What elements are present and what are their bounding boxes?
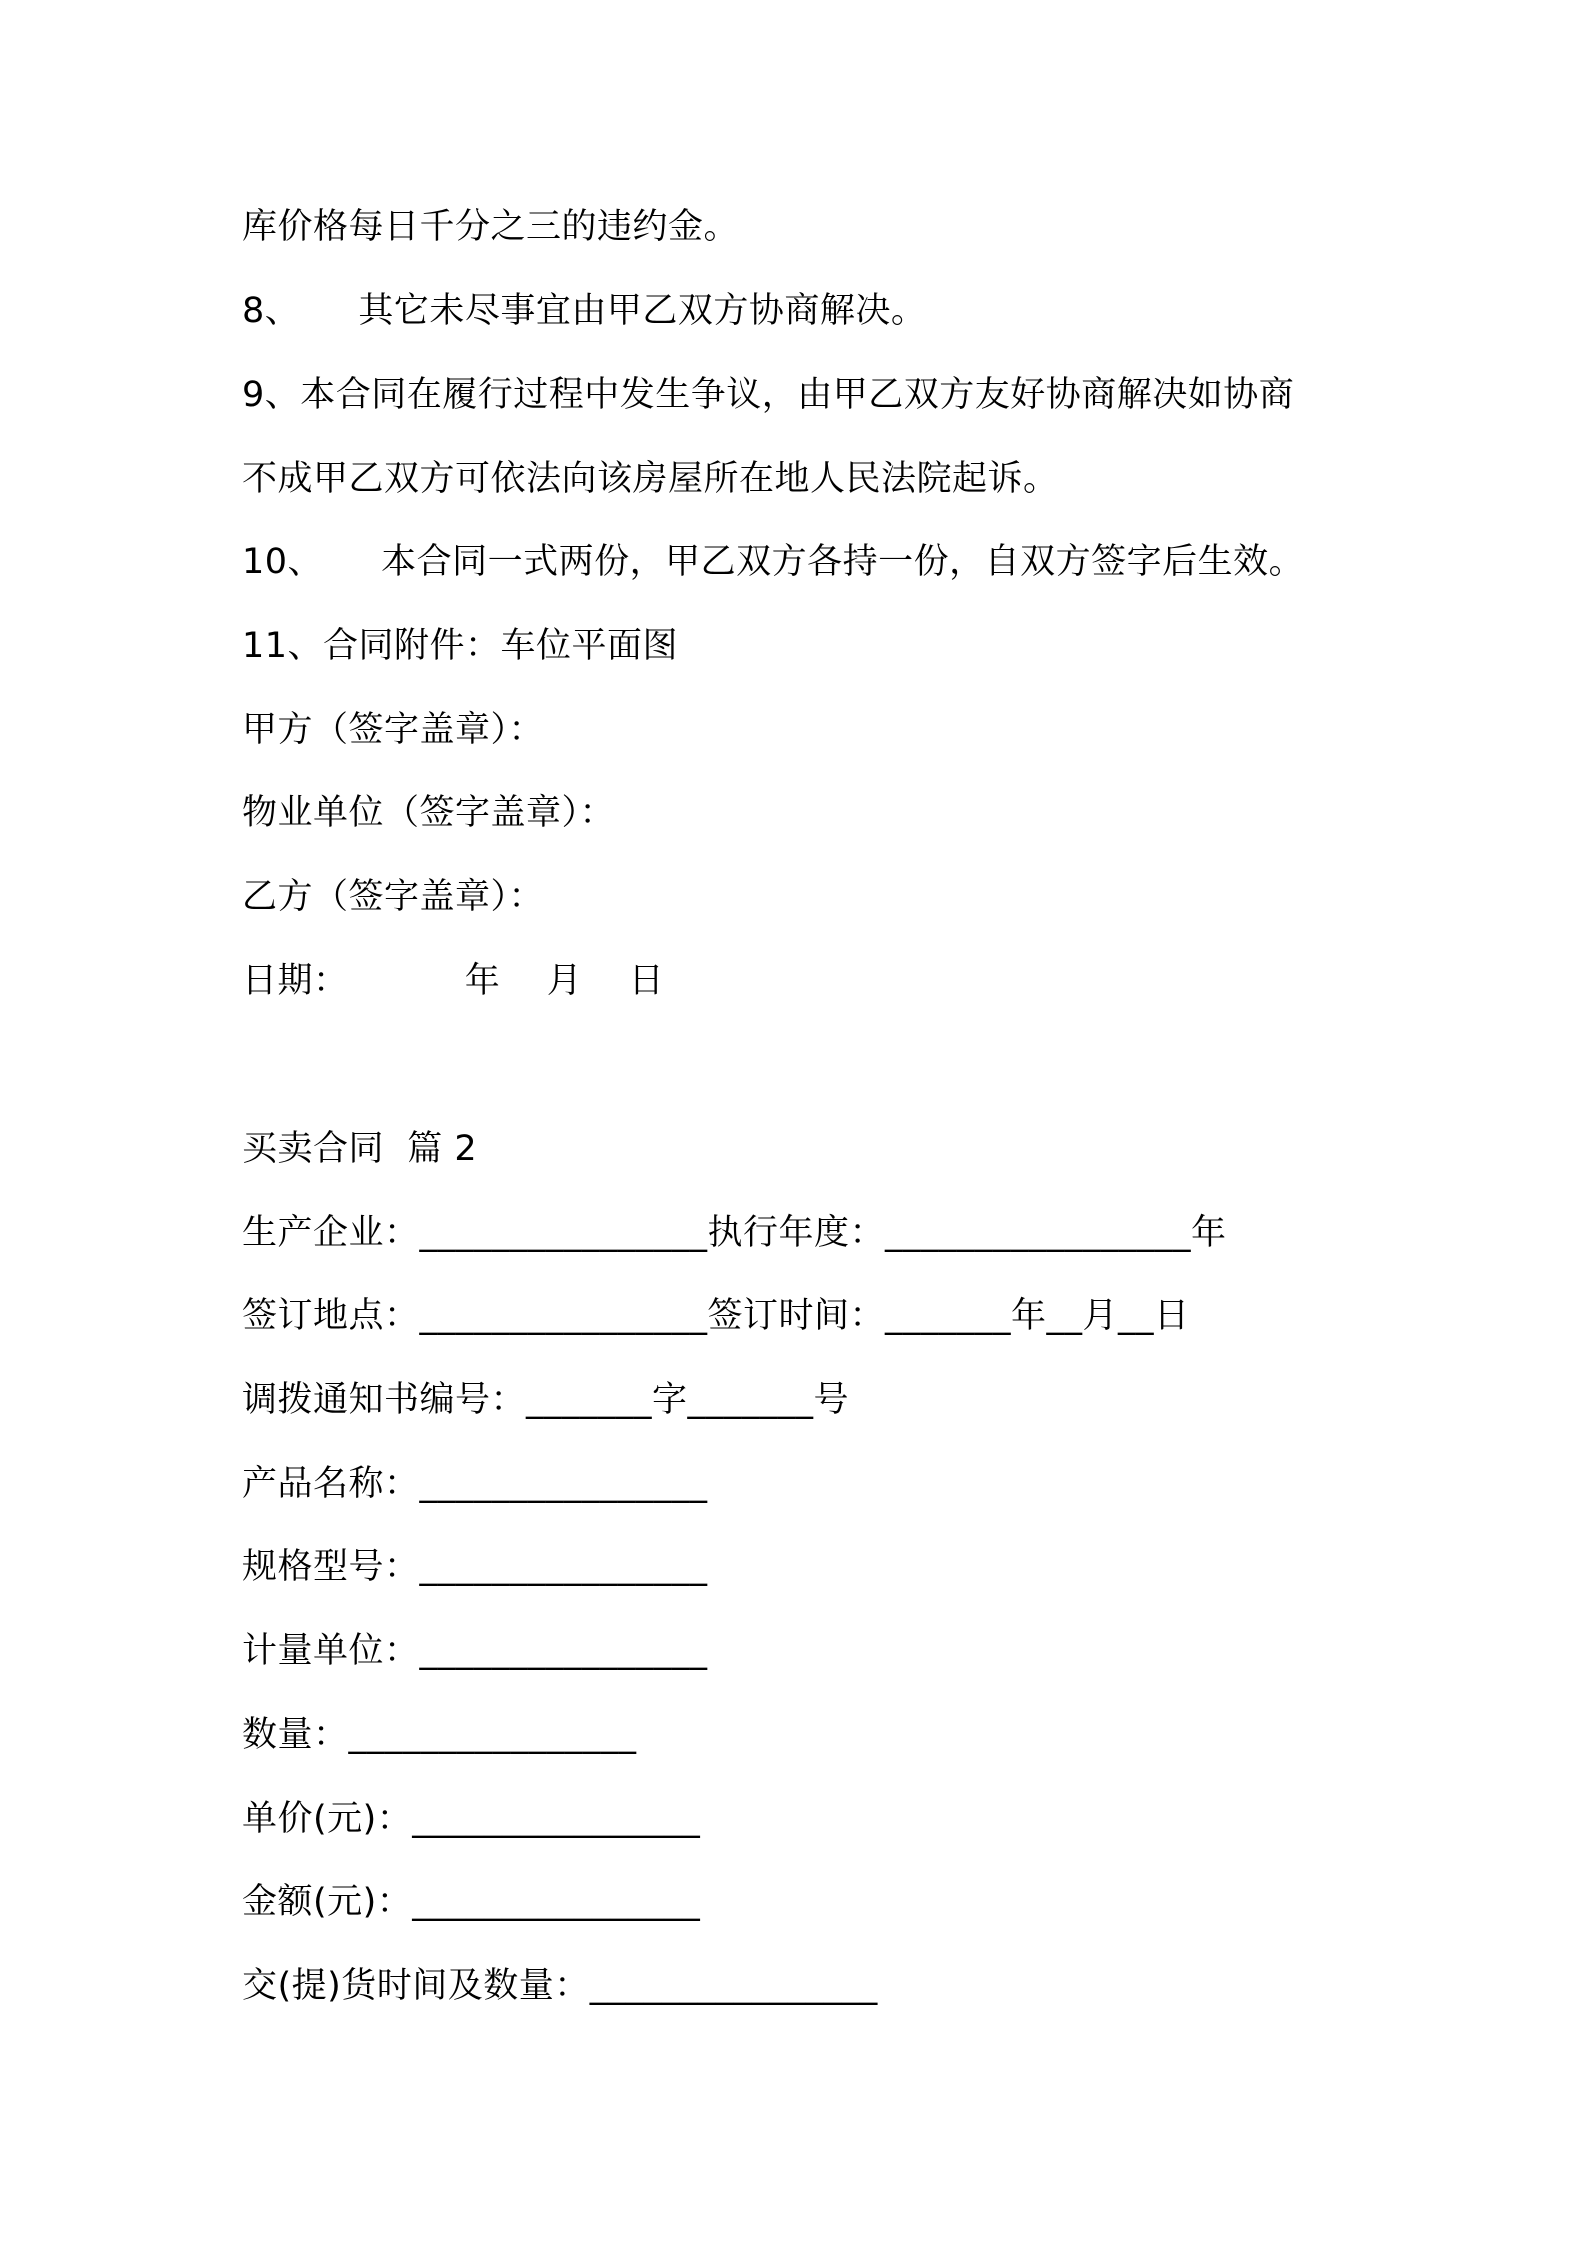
clause-9-line-2: 不成甲乙双方可依法向该房屋所在地人民法院起诉。 bbox=[242, 459, 1059, 499]
clause-9-line-1: 9、本合同在履行过程中发生争议，由甲乙双方友好协商解决如协商 bbox=[242, 375, 1295, 415]
unit-price-field: 单价(元)：________________ bbox=[242, 1799, 701, 1839]
signing-place-time-field: 签订地点：________________签订时间：_______年__月__日 bbox=[242, 1296, 1190, 1336]
amount-field: 金额(元)：________________ bbox=[242, 1882, 701, 1922]
clause-11: 11、合同附件：车位平面图 bbox=[242, 626, 679, 666]
spec-model-field: 规格型号：________________ bbox=[242, 1547, 708, 1587]
clause-8: 8、 其它未尽事宜由甲乙双方协商解决。 bbox=[242, 291, 927, 331]
product-name-field: 产品名称：________________ bbox=[242, 1464, 708, 1504]
section-title: 买卖合同 篇 2 bbox=[242, 1129, 478, 1169]
transfer-notice-number-field: 调拨通知书编号：_______字_______号 bbox=[242, 1380, 850, 1420]
date-label: 日期： 年 月 日 bbox=[242, 961, 665, 1001]
party-a-signature-label: 甲方（签字盖章）： bbox=[242, 710, 545, 750]
clause-7-continuation: 库价格每日千分之三的违约金。 bbox=[242, 207, 740, 247]
party-b-signature-label: 乙方（签字盖章）： bbox=[242, 877, 545, 917]
unit-of-measure-field: 计量单位：________________ bbox=[242, 1631, 708, 1671]
property-unit-signature-label: 物业单位（签字盖章）： bbox=[242, 793, 616, 833]
delivery-time-quantity-field: 交(提)货时间及数量：________________ bbox=[242, 1966, 878, 2006]
producer-year-field: 生产企业：________________执行年度：_________________年 bbox=[242, 1213, 1227, 1253]
quantity-field: 数量：________________ bbox=[242, 1715, 637, 1755]
clause-10: 10、 本合同一式两份，甲乙双方各持一份，自双方签字后生效。 bbox=[242, 542, 1305, 582]
